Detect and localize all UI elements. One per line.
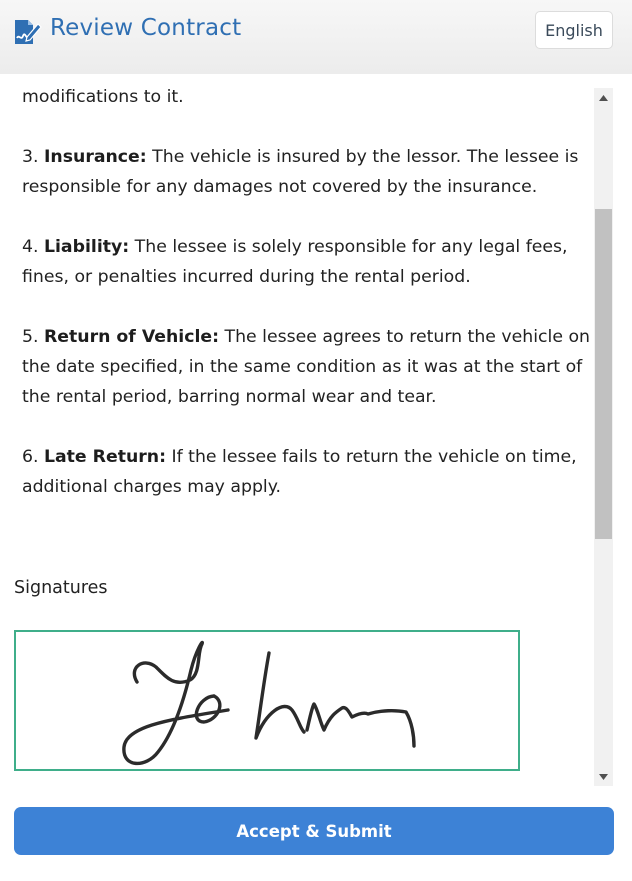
clause-heading: Liability: [44, 237, 130, 257]
clause-number: 6. [22, 447, 39, 467]
vertical-scrollbar[interactable] [594, 88, 613, 786]
clause-number: 4. [22, 237, 39, 257]
header-bar [0, 0, 632, 74]
scroll-down-arrow-icon[interactable] [594, 767, 613, 786]
language-selector-button[interactable]: English [535, 11, 613, 49]
scrollbar-thumb[interactable] [595, 209, 612, 539]
clause-heading: Return of Vehicle: [44, 327, 220, 347]
accept-submit-button[interactable]: Accept & Submit [14, 807, 614, 855]
clause-return-of-vehicle [22, 322, 590, 412]
contract-text-fragment: modifications to it. [22, 87, 184, 107]
clause-insurance [22, 142, 590, 202]
clause-heading: Late Return: [44, 447, 166, 467]
signatures-heading: Signatures [14, 578, 108, 598]
clause-heading: Insurance: [44, 147, 147, 167]
clause-text: If the lessee fails to return the vehicle on time, additional charges may apply. [22, 447, 577, 497]
clause-text: The lessee agrees to return the vehicle on the date specified, in the same condition as it was at the start of the rental period, barring normal wear and tear. [22, 327, 590, 407]
clause-text: The vehicle is insured by the lessor. The lessee is responsible for any damages not covered by the insurance. [22, 147, 579, 197]
contract-scroll-area[interactable] [0, 74, 594, 790]
clause-text: The lessee is solely responsible for any legal fees, fines, or penalties incurred during the rental period. [22, 237, 568, 287]
signature-stroke [16, 632, 518, 769]
scroll-up-arrow-icon[interactable] [594, 88, 613, 107]
signature-pad[interactable] [14, 630, 520, 771]
clause-number: 5. [22, 327, 39, 347]
signed-document-icon [13, 19, 43, 45]
page-title: Review Contract [50, 15, 242, 41]
clause-liability [22, 232, 590, 292]
clause-late-return [22, 442, 590, 502]
clause-number: 3. [22, 147, 39, 167]
